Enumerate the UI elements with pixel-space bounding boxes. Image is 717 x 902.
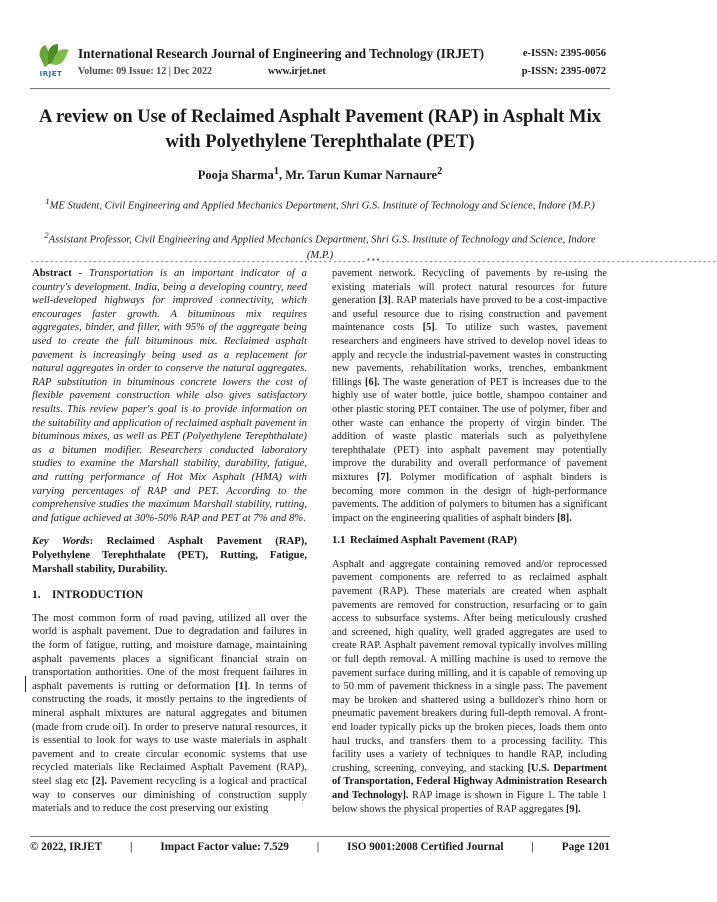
header-divider [30, 88, 610, 89]
abstract [32, 267, 307, 525]
intro-text-5: . To utilize such wastes, pavement researchers and engineers have strived to develop novel ideas to apply and recycle the industrial-pavement wastes in constructing new pavements, rehabilitation works, trenches, embankment fillings [332, 322, 608, 388]
intro-text-3: pavement network. Recycling of pavements by re-using the existing materials will protect natural resources for future generation [332, 268, 607, 307]
paper-title [20, 104, 620, 154]
footer-divider [30, 836, 610, 837]
irjet-logo [34, 44, 68, 82]
affiliation-1-text: ME Student, Civil Engineering and Applied Mechanics Department, Shri G.S. Institute of Technology and Science, Indore (M.P.) [49, 200, 595, 212]
iso-certification: ISO 9001:2008 Certified Journal [347, 841, 504, 853]
footer-separator: | [316, 841, 320, 853]
author-1-sup: 1 [273, 166, 279, 177]
citation-6: [6]. [365, 376, 380, 388]
affiliation-1-sup: 1 [45, 196, 50, 206]
right-column [332, 267, 607, 825]
pissn: p-ISSN: 2395-0072 [521, 66, 606, 77]
subsection-title: Reclaimed Asphalt Pavement (RAP) [350, 534, 518, 547]
intro-text-1: The most common form of road paving, utilized all over the world is asphalt pavement. Due to degradation and failures in the form of fatigue, rutting, and moisture damage, maintaining asphalt pavements places a significant financial strain on transportation authorities. One of the most frequent failures in asphalt pavements is rutting or deformation [32, 611, 307, 692]
subsection-number: 1.1 [332, 534, 346, 547]
rap-text-1: Asphalt and aggregate containing removed and/or reprocessed pavement components are referred to as reclaimed asphalt pavement (RAP). These materials are created when asphalt pavements are removed for construction, resurfacing or to gain access to subsurface systems. After being meticulously crushed and screened, high quality, well graded aggregates are used to create RAP. Asphalt pavement removal typically involves milling or full depth removal. A milling machine is used to remove the pavement surface during milling, and it is capable of removing up to 50 mm of pavement thickness in a single pass. The pavement may be broken and shattered using a bulldozer's rhino horn or pneumatic pavement breakers during full-depth removal. A front-end loader typically picks up the broken pieces, loads them onto haul trucks, and transfers them to a processing facility. This facility uses a variety of techniques to handle RAP, including crushing, screening, conveying, and stacking [332, 558, 607, 774]
citation-1: [1] [235, 679, 248, 692]
journal-url[interactable]: www.irjet.net [268, 66, 326, 77]
authors [20, 166, 620, 183]
citation-3: [3] [378, 295, 391, 307]
rap-paragraph [332, 558, 607, 816]
author-1: Pooja Sharma [197, 168, 274, 183]
eissn: e-ISSN: 2395-0056 [522, 48, 606, 59]
page-number: Page 1201 [561, 841, 610, 853]
citation-5: [5] [422, 322, 435, 334]
author-separator: , [278, 168, 286, 183]
copyright: © 2022, IRJET [30, 841, 103, 853]
author-2: Mr. Tarun Kumar Narnaure [285, 168, 438, 183]
intro-text-6: The waste generation of PET is increases due to the highly use of water bottle, juice bottle, shampoo container and other plastic storing PET container. The use of polymer, fiber and other waste can enhance the property of virgin binder. The addition of waste plastic materials such as polyethylene terephthalate (PET) into asphalt pavement may potentially improve the durability and overall performance of pavement mixtures [332, 376, 607, 483]
intro-text-3: Pavement recycling is a logical and practical way to conserves our diminishing of construction supply materials and to reduce the cost preserving our existing [32, 775, 307, 815]
section-heading-introduction [32, 589, 307, 603]
citation-7: [7] [376, 471, 390, 483]
section-number: 1. [32, 589, 41, 602]
citation-us-dot: [U.S. Department of Transportation, Federal Highway Administration Research and Technology]. [332, 762, 607, 801]
citation-8: [8]. [557, 512, 572, 524]
intro-text-2: . In terms of constructing the roads, it mostly pertains to the ingredients of mineral asphalt mixtures are natural aggregates and bitumen (made from crude oil). In order to preserve natural resources, it is essential to look for ways to use waste materials in asphalt pavement and to create circular economic systems that use recycled materials like Reclaimed Asphalt Pavement (RAP), steel slag etc [32, 679, 307, 787]
keywords-text: : Reclaimed Asphalt Pavement (RAP), Polyethylene Terephthalate (PET), Rutting, Fatigue, Marshall stability, Durability. [32, 535, 307, 576]
section-divider: ----------------------------------------------------------------------***---------------------------------------------------------------------- [30, 258, 717, 267]
author-2-sup: 2 [437, 166, 443, 177]
impact-factor: Impact Factor value: 7.529 [160, 841, 289, 853]
journal-title: International Research Journal of Engineering and Technology (IRJET) [78, 46, 485, 61]
intro-text-4: . RAP materials have proved to be a cost-impactive and useful resource due to rising construction and pavement maintenance costs [332, 295, 607, 334]
footer-separator: | [130, 841, 133, 853]
keywords [32, 534, 307, 576]
volume-issue: Volume: 09 Issue: 12 | Dec 2022 [78, 66, 213, 77]
left-column [32, 267, 307, 825]
affiliation-2-sup: 2 [44, 230, 49, 240]
intro-text-7: . Polymer modification of asphalt binders is becoming more common in the design of high-performance pavements. The addition of polymers to bitumen has a significant impact on the engineering qualities of asphalt binders [332, 471, 607, 524]
page-footer [30, 841, 610, 853]
abstract-text: Transportation is an important indicator of a country's development. India, being a developing country, need well-developed highways for improved connectivity, which encourages faster growth. A bituminous mix requires aggregates, binder, and filler, with 95% of the aggregate being used to create the full bituminous mix. Reclaimed asphalt pavement is increasingly being used as a replacement for natural aggregates in order to conserve the natural aggregates. RAP substitution in bituminous concrete lowers the cost of flexible pavement construction while also gives satisfactory results. This review paper's goal is to provide information on the suitability and application of reclaimed asphalt pavement in bituminous mixes, as well as PET (Polyethylene Terephthalate) as a bitumen modifier. Researchers conducted laboratory studies to examine the Marshall stability, durability, fatigue, and rutting performance of Hot Mix Asphalt (HMA) with varying percentages of RAP and PET. According to the comprehensive studies the maximum Marshall stability, rutting, and fatigue achieved at 30%-50% RAP and PET at 7% and 8%. [32, 267, 307, 524]
keywords-label: Key Words [32, 535, 90, 548]
section-title: INTRODUCTION [52, 589, 144, 602]
abstract-label: Abstract - [32, 267, 83, 279]
affiliation-2-text: Assistant Professor, Civil Engineering and Applied Mechanics Department, Shri G.S. Institute of Technology and Science, Indore (M.P.) [48, 234, 596, 261]
intro-paragraph-continued [332, 267, 607, 525]
journal-header [30, 40, 610, 90]
rap-text-2: RAP image is shown in Figure 1. The table 1 below shows the physical properties of RAP aggregates [332, 789, 607, 815]
subsection-heading-rap [332, 534, 607, 548]
logo-text: IRJET [39, 70, 63, 78]
title-line-1: A review on Use of Reclaimed Asphalt Pavement (RAP) in Asphalt Mix [38, 106, 602, 127]
affiliation-1 [40, 194, 600, 214]
footer-separator: | [531, 841, 534, 853]
intro-paragraph [32, 612, 307, 816]
citation-9: [9]. [565, 803, 581, 815]
citation-2: [2]. [91, 775, 108, 787]
title-line-2: with Polyethylene Terephthalate (PET) [165, 131, 475, 152]
change-bar [25, 676, 26, 692]
